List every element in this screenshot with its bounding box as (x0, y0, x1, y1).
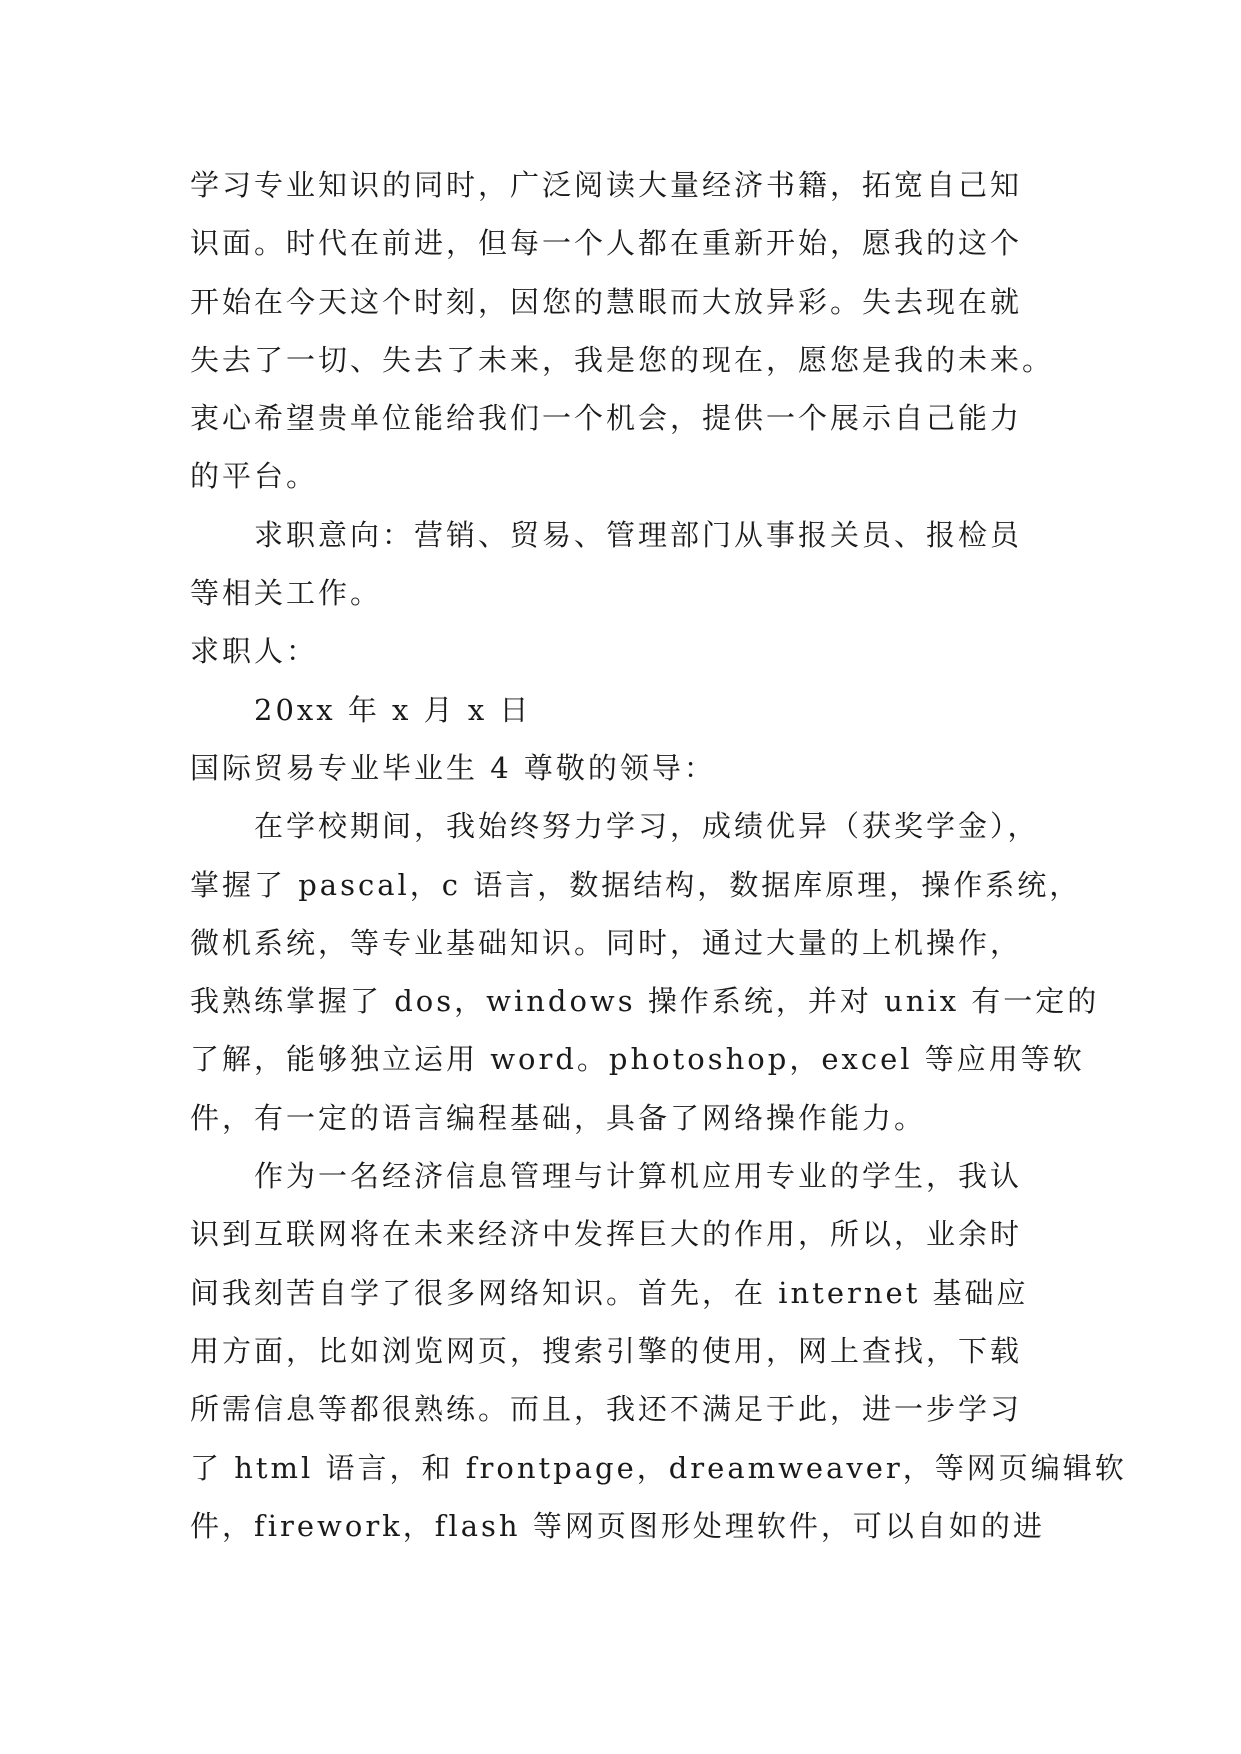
document-body (190, 156, 1127, 1555)
text-line: 了解，能够独立运用 word。photoshop，excel 等应用等软 (190, 1042, 1085, 1077)
text-line: 识到互联网将在未来经济中发挥巨大的作用，所以，业余时 (190, 1217, 1023, 1252)
paragraph-start: 在学校期间，我始终努力学习，成绩优异（获奖学金）， (254, 809, 1040, 844)
text-line: 用方面，比如浏览网页，搜索引擎的使用，网上查找，下载 (190, 1333, 1023, 1368)
text-line: 开始在今天这个时刻，因您的慧眼而大放异彩。失去现在就 (190, 284, 1023, 319)
applicant-label: 求职人： (190, 634, 319, 669)
text-line: 微机系统，等专业基础知识。同时，通过大量的上机操作， (190, 925, 1023, 960)
paragraph-start: 作为一名经济信息管理与计算机应用专业的学生，我认 (254, 1159, 1023, 1194)
text-line: 所需信息等都很熟练。而且，我还不满足于此，进一步学习 (190, 1392, 1023, 1427)
text-line: 失去了一切、失去了未来，我是您的现在，愿您是我的未来。 (190, 342, 1055, 377)
letter-heading: 国际贸易专业毕业生 4 尊敬的领导： (190, 750, 716, 785)
text-line: 件，有一定的语言编程基础，具备了网络操作能力。 (190, 1100, 927, 1135)
text-line: 件，firework，flash 等网页图形处理软件，可以自如的进 (190, 1508, 1045, 1543)
text-line: 掌握了 pascal，c 语言，数据结构，数据库原理，操作系统， (190, 867, 1082, 902)
job-intention-line: 求职意向：营销、贸易、管理部门从事报关员、报检员 (254, 517, 1023, 552)
text-line: 我熟练掌握了 dos，windows 操作系统，并对 unix 有一定的 (190, 984, 1100, 1019)
text-line: 识面。时代在前进，但每一个人都在重新开始，愿我的这个 (190, 226, 1023, 261)
text-line: 衷心希望贵单位能给我们一个机会，提供一个展示自己能力 (190, 401, 1023, 436)
date-line: 20xx 年 x 月 x 日 (254, 692, 532, 727)
text-line: 了 html 语言，和 frontpage，dreamweaver，等网页编辑软 (190, 1450, 1127, 1485)
text-line: 间我刻苦自学了很多网络知识。首先，在 internet 基础应 (190, 1275, 1029, 1310)
text-line: 的平台。 (190, 459, 319, 494)
text-line: 学习专业知识的同时，广泛阅读大量经济书籍，拓宽自己知 (190, 168, 1023, 202)
text-line: 等相关工作。 (190, 576, 383, 611)
